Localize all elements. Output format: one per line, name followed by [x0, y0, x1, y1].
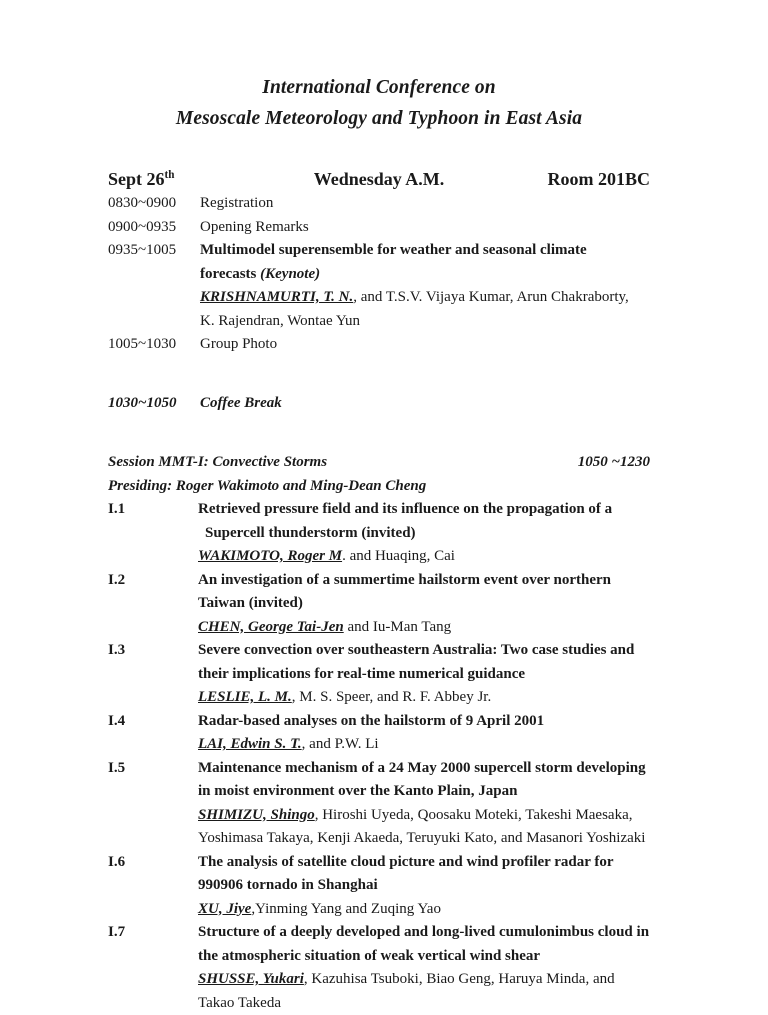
spacer: [108, 357, 650, 381]
paper-entry: [108, 569, 650, 640]
coffee-break-row: [108, 392, 650, 416]
paper-id: I.7: [108, 924, 126, 940]
paper-body: [198, 851, 650, 922]
paper-entry: [108, 921, 650, 1015]
conference-title-line-1: International Conference on: [262, 77, 496, 98]
paper-authors: [198, 898, 650, 922]
group-photo-time: 1005~1030: [108, 336, 177, 352]
paper-coauthors: , M. S. Speer, and R. F. Abbey Jr.: [291, 689, 492, 705]
paper-body: [198, 569, 650, 640]
paper-authors: [198, 968, 650, 1015]
paper-title: [198, 639, 650, 686]
paper-authors: [198, 804, 650, 851]
day-date-superscript: th: [164, 169, 175, 181]
keynote-coauthors-line-1: , and T.S.V. Vijaya Kumar, Arun Chakraborty,: [353, 289, 629, 305]
day-date: [108, 167, 300, 192]
conference-title: [108, 72, 650, 134]
day-header: [108, 167, 650, 192]
session-name: Session MMT-I: Convective Storms: [108, 454, 328, 470]
paper-title: [198, 498, 650, 545]
keynote-time: 0935~1005: [108, 242, 177, 258]
presenter-name: SHIMIZU, Shingo: [198, 806, 315, 823]
paper-authors: [198, 686, 650, 710]
paper-title-line: Severe convection over southeastern Australia: Two case studies and: [198, 642, 635, 658]
paper-title: [198, 569, 650, 616]
paper-coauthors: , and P.W. Li: [301, 736, 379, 752]
schedule-time: 0830~0900: [108, 195, 177, 211]
spacer: [108, 380, 650, 392]
keynote-tag: (Keynote): [260, 265, 321, 282]
paper-title: [198, 757, 650, 804]
paper-coauthors: , Hiroshi Uyeda, Qoosaku Moteki, Takeshi Maesaka, Yoshimasa Takaya, Kenji Akaeda, Teruyuki Kato, and Masanori Yoshizaki: [198, 806, 646, 846]
paper-body: [198, 757, 650, 851]
schedule-item: Opening Remarks: [200, 218, 309, 235]
schedule-row: [108, 333, 650, 357]
paper-entry: [108, 757, 650, 851]
paper-authors: [198, 733, 650, 757]
group-photo-item: Group Photo: [200, 336, 278, 352]
paper-title-line: Taiwan (invited): [198, 595, 303, 611]
paper-entry: [108, 498, 650, 569]
paper-title: [198, 851, 650, 898]
paper-coauthors: and Iu-Man Tang: [343, 618, 452, 635]
spacer: [108, 416, 650, 440]
paper-id: I.1: [108, 501, 126, 517]
coffee-break-item: Coffee Break: [200, 395, 282, 411]
session-header: [108, 451, 650, 475]
paper-title-line: Supercell thunderstorm (invited): [205, 524, 416, 541]
paper-coauthors: , Kazuhisa Tsuboki, Biao Geng, Haruya Minda, and Takao Takeda: [198, 971, 615, 1011]
keynote-body: [200, 239, 650, 333]
presenter-name: KRISHNAMURTI, T. N.: [200, 289, 354, 305]
paper-title-line: Structure of a deeply developed and long-lived cumulonimbus cloud in: [198, 924, 650, 940]
conference-title-line-2: Mesoscale Meteorology and Typhoon in East Asia: [175, 108, 583, 129]
paper-id: I.5: [108, 759, 126, 776]
paper-coauthors: ,Yinming Yang and Zuqing Yao: [251, 900, 441, 917]
paper-coauthors: and Huaqing, Cai: [345, 548, 455, 564]
schedule-row: [108, 192, 650, 216]
keynote-title-line-2: forecasts: [200, 265, 257, 282]
paper-authors: [198, 545, 650, 569]
paper-body: [198, 710, 650, 757]
schedule-item: Registration: [200, 195, 274, 211]
keynote-authors: [200, 286, 650, 333]
paper-title-line: An investigation of a summertime hailstorm event over northern: [198, 571, 611, 588]
paper-entry: [108, 639, 650, 710]
session-time: 1050 ~1230: [577, 454, 650, 470]
keynote-row: [108, 239, 650, 333]
paper-title-line: Radar-based analyses on the hailstorm of 9 April 2001: [198, 712, 545, 729]
paper-title: [198, 710, 650, 734]
keynote-coauthors-line-2: K. Rajendran, Wontae Yun: [200, 312, 361, 329]
presenter-name: LAI, Edwin S. T.: [198, 736, 302, 752]
paper-title-line: in moist environment over the Kanto Plain, Japan: [198, 783, 518, 799]
paper-entry: [108, 710, 650, 757]
paper-authors: [198, 616, 650, 640]
paper-id: I.4: [108, 712, 126, 729]
presenter-name: LESLIE, L. M.: [198, 689, 292, 705]
paper-title-line: Retrieved pressure field and its influence on the propagation of a: [198, 501, 613, 517]
presenter-name: WAKIMOTO, Roger M: [198, 548, 343, 564]
presenter-name: SHUSSE, Yukari: [198, 971, 304, 987]
paper-body: [198, 921, 650, 1015]
keynote-title: [200, 239, 650, 286]
day-date-text: Sept 26: [108, 169, 165, 189]
coffee-break-time: 1030~1050: [108, 395, 177, 411]
paper-title-line: 990906 tornado in Shanghai: [198, 877, 378, 893]
paper-entry: [108, 851, 650, 922]
paper-id: I.6: [108, 853, 126, 870]
schedule-row: [108, 216, 650, 240]
schedule-time: 0900~0935: [108, 218, 177, 235]
paper-id: I.2: [108, 571, 126, 588]
paper-title-line: The analysis of satellite cloud picture and wind profiler radar for: [198, 853, 614, 870]
paper-body: [198, 498, 650, 569]
spacer: [108, 439, 650, 451]
day-room: Room 201BC: [547, 169, 650, 189]
paper-title-line: Maintenance mechanism of a 24 May 2000 supercell storm developing: [198, 759, 646, 776]
keynote-title-line-1: Multimodel superensemble for weather and seasonal climate: [200, 242, 587, 258]
presenter-name: XU, Jiye: [198, 900, 252, 917]
paper-title-line: the atmospheric situation of weak vertical wind shear: [198, 947, 541, 964]
session-presiding: Presiding: Roger Wakimoto and Ming-Dean Cheng: [108, 477, 427, 494]
presenter-tail: .: [342, 548, 346, 564]
presenter-name: CHEN, George Tai-Jen: [198, 618, 344, 635]
paper-title-line: their implications for real-time numerical guidance: [198, 665, 526, 682]
day-session-period: Wednesday A.M.: [313, 169, 445, 189]
paper-body: [198, 639, 650, 710]
paper-title: [198, 921, 650, 968]
paper-id: I.3: [108, 642, 126, 658]
